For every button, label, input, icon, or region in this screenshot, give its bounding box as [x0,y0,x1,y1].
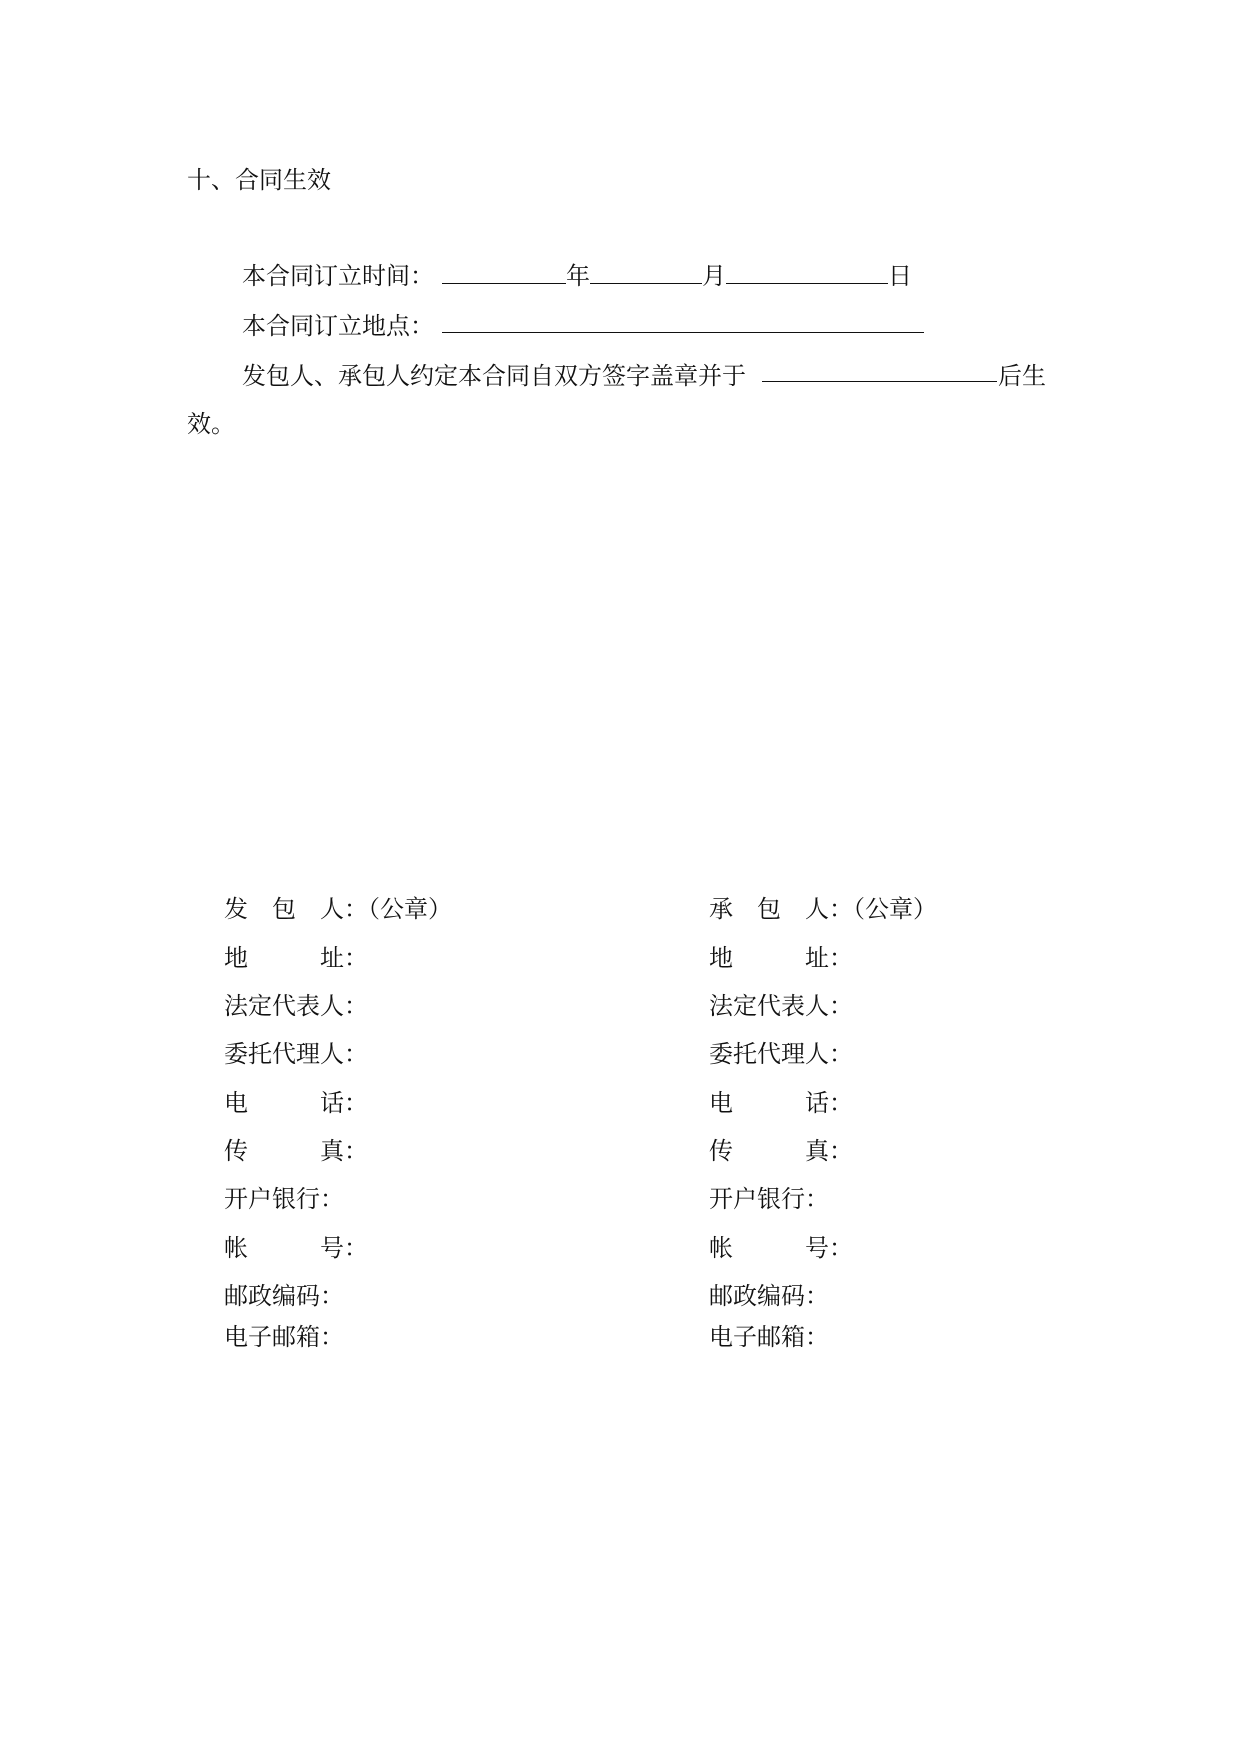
left-bank-label: 开户银行： [224,1185,344,1213]
right-account-label: 帐 号： [709,1234,853,1262]
right-postal-label: 邮政编码： [709,1282,829,1310]
left-legal-rep-label: 法定代表人： [224,992,368,1020]
month-label: 月 [702,262,726,290]
right-party-label: 承 包 人：（公章） [709,895,937,923]
right-email-label: 电子邮箱： [709,1323,829,1351]
left-account-label: 帐 号： [224,1234,368,1262]
month-blank[interactable] [590,283,702,284]
right-agent-label: 委托代理人： [709,1040,853,1068]
effect-text-3: 效。 [187,410,235,438]
effect-text-2: 后生 [998,362,1046,390]
year-label: 年 [566,262,590,290]
right-phone-label: 电 话： [709,1089,853,1117]
right-legal-rep-label: 法定代表人： [709,992,853,1020]
left-party-label: 发 包 人：（公章） [224,895,452,923]
left-postal-label: 邮政编码： [224,1282,344,1310]
left-address-label: 地 址： [224,944,368,972]
left-agent-label: 委托代理人： [224,1040,368,1068]
effect-text-1: 发包人、承包人约定本合同自双方签字盖章并于 [242,362,746,390]
section-title: 十、合同生效 [187,166,331,194]
left-email-label: 电子邮箱： [224,1323,344,1351]
right-address-label: 地 址： [709,944,853,972]
left-fax-label: 传 真： [224,1137,368,1165]
time-label: 本合同订立时间： [242,262,434,290]
day-label: 日 [888,262,912,290]
effect-condition-blank[interactable] [762,381,997,382]
year-blank[interactable] [442,283,566,284]
day-blank[interactable] [726,283,888,284]
place-label: 本合同订立地点： [242,312,434,340]
left-phone-label: 电 话： [224,1089,368,1117]
right-bank-label: 开户银行： [709,1185,829,1213]
right-fax-label: 传 真： [709,1137,853,1165]
place-blank[interactable] [442,332,924,333]
